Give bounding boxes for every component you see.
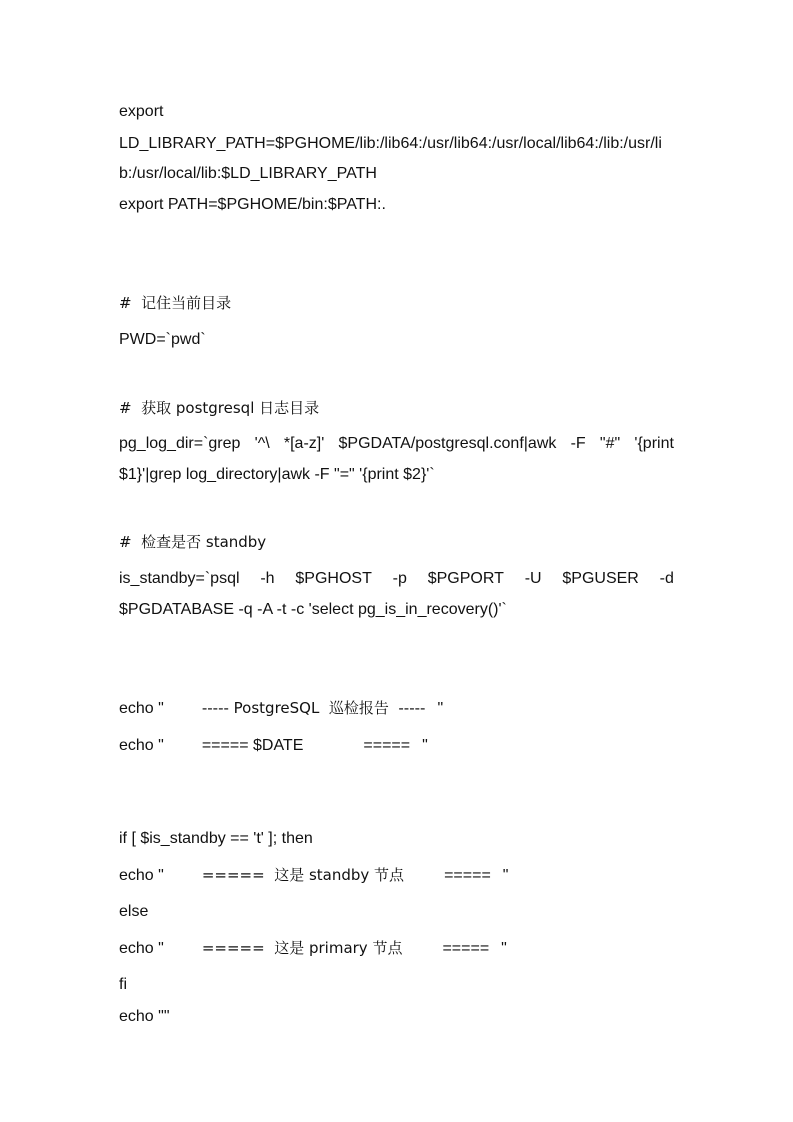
code-line-pg-log-dir [119,434,674,454]
code-line-echo-date [119,736,428,756]
code-line-ld-library-path-cont: b:/usr/local/lib:$LD_LIBRARY_PATH [119,165,377,182]
code-token: -p [392,570,407,587]
code-line-pwd: PWD=`pwd` [119,331,206,348]
echo-text: ===== 这是 primary 节点 [201,939,403,957]
echo-prefix: echo " [119,700,164,717]
echo-suffix: " [437,700,444,717]
code-line-echo-primary [119,938,507,958]
code-token: $PGPORT [427,570,504,587]
code-line-if: if [ $is_standby == 't' ]; then [119,830,313,847]
code-line-pg-log-dir-cont: $1}'|grep log_directory|awk -F "=" '{print $2}'` [119,466,435,483]
code-line-echo-empty: echo "" [119,1008,170,1025]
echo-text: ----- PostgreSQL 巡检报告 ----- [201,699,426,717]
echo-prefix: echo " [119,737,164,754]
echo-suffix: " [502,867,509,884]
code-line-export-path: export PATH=$PGHOME/bin:$PATH:. [119,196,386,213]
code-token: -d [659,570,674,587]
code-token: is_standby=`psql [119,570,240,587]
comment-log-dir: # 获取 postgresql 日志目录 [119,399,320,417]
echo-suffix: " [422,737,428,754]
code-line-export: export [119,103,164,120]
code-token: $PGHOST [295,570,372,587]
code-token: *[a-z]' [283,435,325,452]
echo-mid: ===== [363,737,411,754]
code-token: pg_log_dir=`grep [119,435,241,452]
echo-text: ===== 这是 standby 节点 [201,866,405,884]
code-line-echo-title [119,698,443,718]
code-token: '^\ [254,435,270,452]
code-line-is-standby [119,569,674,589]
code-line-echo-standby [119,865,508,885]
code-token: -F [570,435,586,452]
code-token: '{print [634,435,674,452]
code-token: $PGDATA/postgresql.conf|awk [338,435,557,452]
comment-check-standby: # 检查是否 standby [119,533,267,551]
comment-remember-dir: # 记住当前目录 [119,294,232,312]
echo-mid: ===== [442,940,490,957]
echo-prefix: echo " [119,867,164,884]
code-line-else: else [119,903,149,920]
code-token: -h [260,570,275,587]
code-line-fi: fi [119,976,127,993]
code-token: -U [524,570,542,587]
echo-suffix: " [501,940,507,957]
echo-mid: ===== [444,867,491,884]
code-line-ld-library-path: LD_LIBRARY_PATH=$PGHOME/lib:/lib64:/usr/lib64:/usr/local/lib64:/lib:/usr/li [119,135,662,152]
code-token: $PGUSER [562,570,639,587]
echo-prefix: echo " [119,940,164,957]
code-line-is-standby-cont: $PGDATABASE -q -A -t -c 'select pg_is_in_recovery()'` [119,601,507,618]
echo-text: ===== $DATE [201,737,304,754]
code-token: "#" [599,435,621,452]
